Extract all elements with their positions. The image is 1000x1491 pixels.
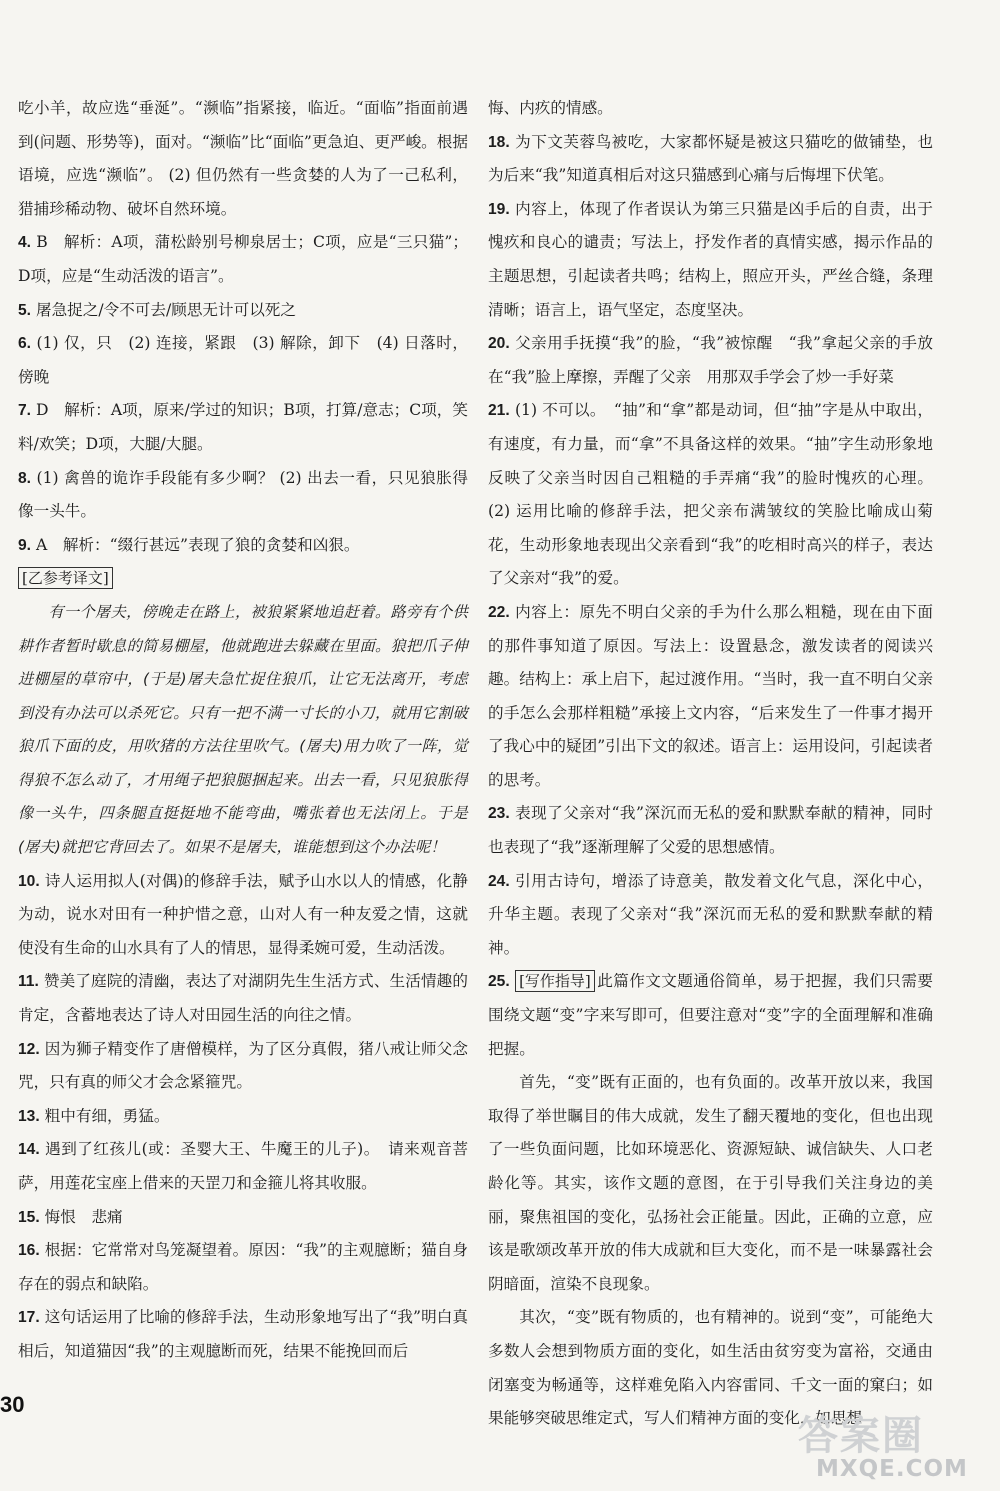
answer-item-13 [18, 1100, 468, 1134]
item-text: 因为狮子精变作了唐僧模样，为了区分真假，猪八戒让师父念咒，只有真的师父才会念紧箍咒。 [18, 1039, 468, 1092]
left-column [18, 92, 468, 1369]
item-number: 12. [18, 1040, 40, 1058]
item-number: 11. [18, 973, 39, 991]
item-number: 7. [18, 402, 32, 420]
answer-item-6 [18, 327, 468, 394]
right-column [488, 92, 933, 1436]
item-text: 遇到了红孩儿(或：圣婴大王、牛魔王的儿子)。 请来观音菩萨，用莲花宝座上借来的天罡刀和金箍儿将其收服。 [18, 1140, 468, 1192]
answer-item-16 [18, 1234, 468, 1301]
item-number: 5. [18, 301, 32, 319]
item-number: 4. [18, 234, 32, 252]
page-number: 30 [0, 1392, 25, 1417]
answer-item-4 [18, 226, 468, 293]
item-text: B 解析：A项，蒲松龄别号柳泉居士；C项，应是“三只猫”；D项，应是“生动活泼的语言”。 [18, 233, 468, 285]
item-text: 根据：它常常对鸟笼凝望着。原因：“我”的主观臆断；猫自身存在的弱点和缺陷。 [18, 1241, 468, 1293]
answer-item-10 [18, 865, 468, 966]
item-text: (1) 禽兽的诡诈手段能有多少啊？ (2) 出去一看，只见狼胀得像一头牛。 [18, 468, 468, 521]
item-text: 粗中有细，勇猛。 [44, 1106, 170, 1125]
essay-paragraph-1: 首先，“变”既有正面的，也有负面的。改革开放以来，我国取得了举世瞩目的伟大成就，发生了翻天覆地的变化，但也出现了一些负面问题，比如环境恶化、资源短缺、诚信缺失、人口老龄化等。其实，该作文题的意图，在于引导我们关注身边的美丽，聚焦祖国的变化，弘扬社会正能量。因此，正确的立意，应该是歌颂改革开放的伟大成就和巨大变化，而不是一味暴露社会阴暗面，渲染不良现象。 [488, 1073, 933, 1293]
answer-item-12 [18, 1033, 468, 1100]
item-text: (1) 不可以。 “抽”和“拿”都是动词，但“抽”字是从中取出，有速度，有力量，而“拿”不具备这样的效果。“抽”字生动形象地反映了父亲当时因自己粗糙的手弄痛“我”的脸时愧疚的心理。 (2) 运用比喻的修辞手法，把父亲布满皱纹的笑脸比喻成山菊花，生动形象地表现出父亲看到“我”的吃相时高兴的样子，表达了父亲对“我”的爱。 [488, 401, 933, 588]
item-number: 17. [18, 1309, 40, 1327]
item-number: 13. [18, 1107, 40, 1125]
answer-item-23 [488, 797, 933, 864]
watermark-logo: 答案圈 [798, 1413, 924, 1459]
item-number: 10. [18, 872, 40, 890]
answer-continuation: 悔、内疚的情感。 [488, 99, 613, 117]
item-number: 15. [18, 1208, 40, 1226]
item-number: 24. [488, 872, 510, 890]
item-number: 9. [18, 536, 32, 554]
answer-item-20 [488, 327, 933, 394]
item-text: 父亲用手抚摸“我”的脸，“我”被惊醒 “我”拿起父亲的手放在“我”脸上摩擦，弄醒了父亲 用那双手学会了炒一手好菜 [488, 334, 933, 386]
item-number: 6. [18, 335, 32, 353]
item-number: 8. [18, 469, 32, 487]
answer-item-19 [488, 193, 933, 327]
item-text: 这句话运用了比喻的修辞手法，生动形象地写出了“我”明白真相后，知道猫因“我”的主观臆断而死，结果不能挽回而后 [18, 1308, 468, 1360]
item-number: 23. [488, 805, 510, 823]
answer-item-7 [18, 394, 468, 461]
item-text: 屠急捉之/令不可去/顾思无计可以死之 [35, 300, 296, 319]
reference-translation: 有一个屠夫，傍晚走在路上，被狼紧紧地追赶着。路旁有个供耕作者暂时歇息的简易棚屋，他就跑进去躲藏在里面。狼把爪子伸进棚屋的草帘中，(于是)屠夫急忙捉住狼爪，让它无法离开，考虑到没有办法可以杀死它。只有一把不满一寸长的小刀，就用它割破狼爪下面的皮，用吹猪的方法往里吹气。(屠夫)用力吹了一阵，觉得狼不怎么动了，才用绳子把狼腿捆起来。出去一看，只见狼胀得像一头牛，四条腿直挺挺地不能弯曲，嘴张着也无法闭上。于是(屠夫)就把它背回去了。如果不是屠夫，谁能想到这个办法呢！ [18, 602, 468, 857]
item-number: 22. [488, 603, 510, 621]
answer-item-24 [488, 865, 933, 966]
item-text: (1) 仅，只 (2) 连接，紧跟 (3) 解除，卸下 (4) 日落时，傍晚 [18, 334, 468, 386]
answer-item-11 [18, 965, 468, 1032]
answer-item-25 [488, 965, 933, 1066]
answer-item-15 [18, 1201, 468, 1235]
item-number: 14. [18, 1141, 40, 1159]
section-heading [18, 562, 468, 596]
answer-item-18 [488, 126, 933, 193]
watermark [790, 1404, 995, 1489]
writing-guide-tag: [写作指导] [515, 970, 595, 992]
item-text: 诗人运用拟人(对偶)的修辞手法，赋予山水以人的情感，化静为动，说水对田有一种护惜之意，山对人有一种友爱之情，这就使没有生命的山水具有了人的情思，显得柔婉可爱，生动活泼。 [18, 871, 468, 957]
item-text: 内容上：原先不明白父亲的手为什么那么粗糙，现在由下面的那件事知道了原因。写法上：设置悬念，激发读者的阅读兴趣。结构上：承上启下，起过渡作用。“当时，我一直不明白父亲的手怎么会那样粗糙”承接上文内容，“后来发生了一件事才揭开了我心中的疑团”引出下文的叙述。语言上：运用设问，引起读者的思考。 [488, 602, 933, 789]
item-text: A 解析：“缀行甚远”表现了狼的贪婪和凶狠。 [35, 535, 360, 554]
item-text: 此篇作文文题通俗简单，易于把握，我们只需要围绕文题“变”字来写即可，但要注意对“变”字的全面理解和准确把握。 [488, 972, 933, 1058]
essay-paragraph-2: 其次，“变”既有物质的，也有精神的。说到“变”，可能绝大多数人会想到物质方面的变化，如生活由贫穷变为富裕，交通由闭塞变为畅通等，这样难免陷入内容雷同、千文一面的窠臼；如果能够突破思维定式，写人们精神方面的变化，如思想 [488, 1308, 933, 1428]
answer-item-5 [18, 294, 468, 328]
answer-item-8 [18, 462, 468, 529]
answer-item-22 [488, 596, 933, 798]
item-number: 16. [18, 1242, 40, 1260]
watermark-site: MXQE.COM [816, 1456, 968, 1482]
item-text: 赞美了庭院的清幽，表达了对湖阴先生生活方式、生活情趣的肯定，含蓄地表达了诗人对田园生活的向往之情。 [18, 972, 468, 1025]
item-number: 19. [488, 200, 510, 218]
item-text: 表现了父亲对“我”深沉而无私的爱和默默奉献的精神，同时也表现了“我”逐渐理解了父爱的思想感情。 [488, 804, 933, 857]
item-text: 为下文芙蓉鸟被吃，大家都怀疑是被这只猫吃的做铺垫，也为后来“我”知道真相后对这只猫感到心痛与后悔埋下伏笔。 [488, 132, 933, 185]
answer-item-21 [488, 394, 933, 596]
item-text: D 解析：A项，原来/学过的知识；B项，打算/意志；C项，笑料/欢笑；D项，大腿/大腿。 [18, 401, 468, 453]
answer-item-17 [18, 1301, 468, 1368]
item-number: 20. [488, 335, 510, 353]
answer-item-9 [18, 529, 468, 563]
answer-continuation: 吃小羊，故应选“垂涎”。“濒临”指紧接，临近。“面临”指面前遇到(问题、形势等)，面对。“濒临”比“面临”更急迫、更严峻。根据语境，应选“濒临”。 (2) 但仍然有一些贪婪的人为了一己私利，猎捕珍稀动物、破坏自然环境。 [18, 99, 468, 218]
item-number: 18. [488, 133, 510, 151]
item-text: 悔恨 悲痛 [44, 1207, 123, 1226]
item-text: 内容上，体现了作者误认为第三只猫是凶手后的自责，出于愧疚和良心的谴责；写法上，抒发作者的真情实感，揭示作品的主题思想，引起读者共鸣；结构上，照应开头，严丝合缝，条理清晰；语言上，语气坚定，态度坚决。 [488, 199, 933, 319]
item-text: 引用古诗句，增添了诗意美，散发着文化气息，深化中心，升华主题。表现了父亲对“我”深沉而无私的爱和默默奉献的精神。 [488, 871, 933, 957]
section-tag: [乙参考译文] [18, 567, 113, 589]
item-number: 21. [488, 402, 510, 420]
answer-item-14 [18, 1133, 468, 1200]
item-number: 25. [488, 973, 510, 991]
